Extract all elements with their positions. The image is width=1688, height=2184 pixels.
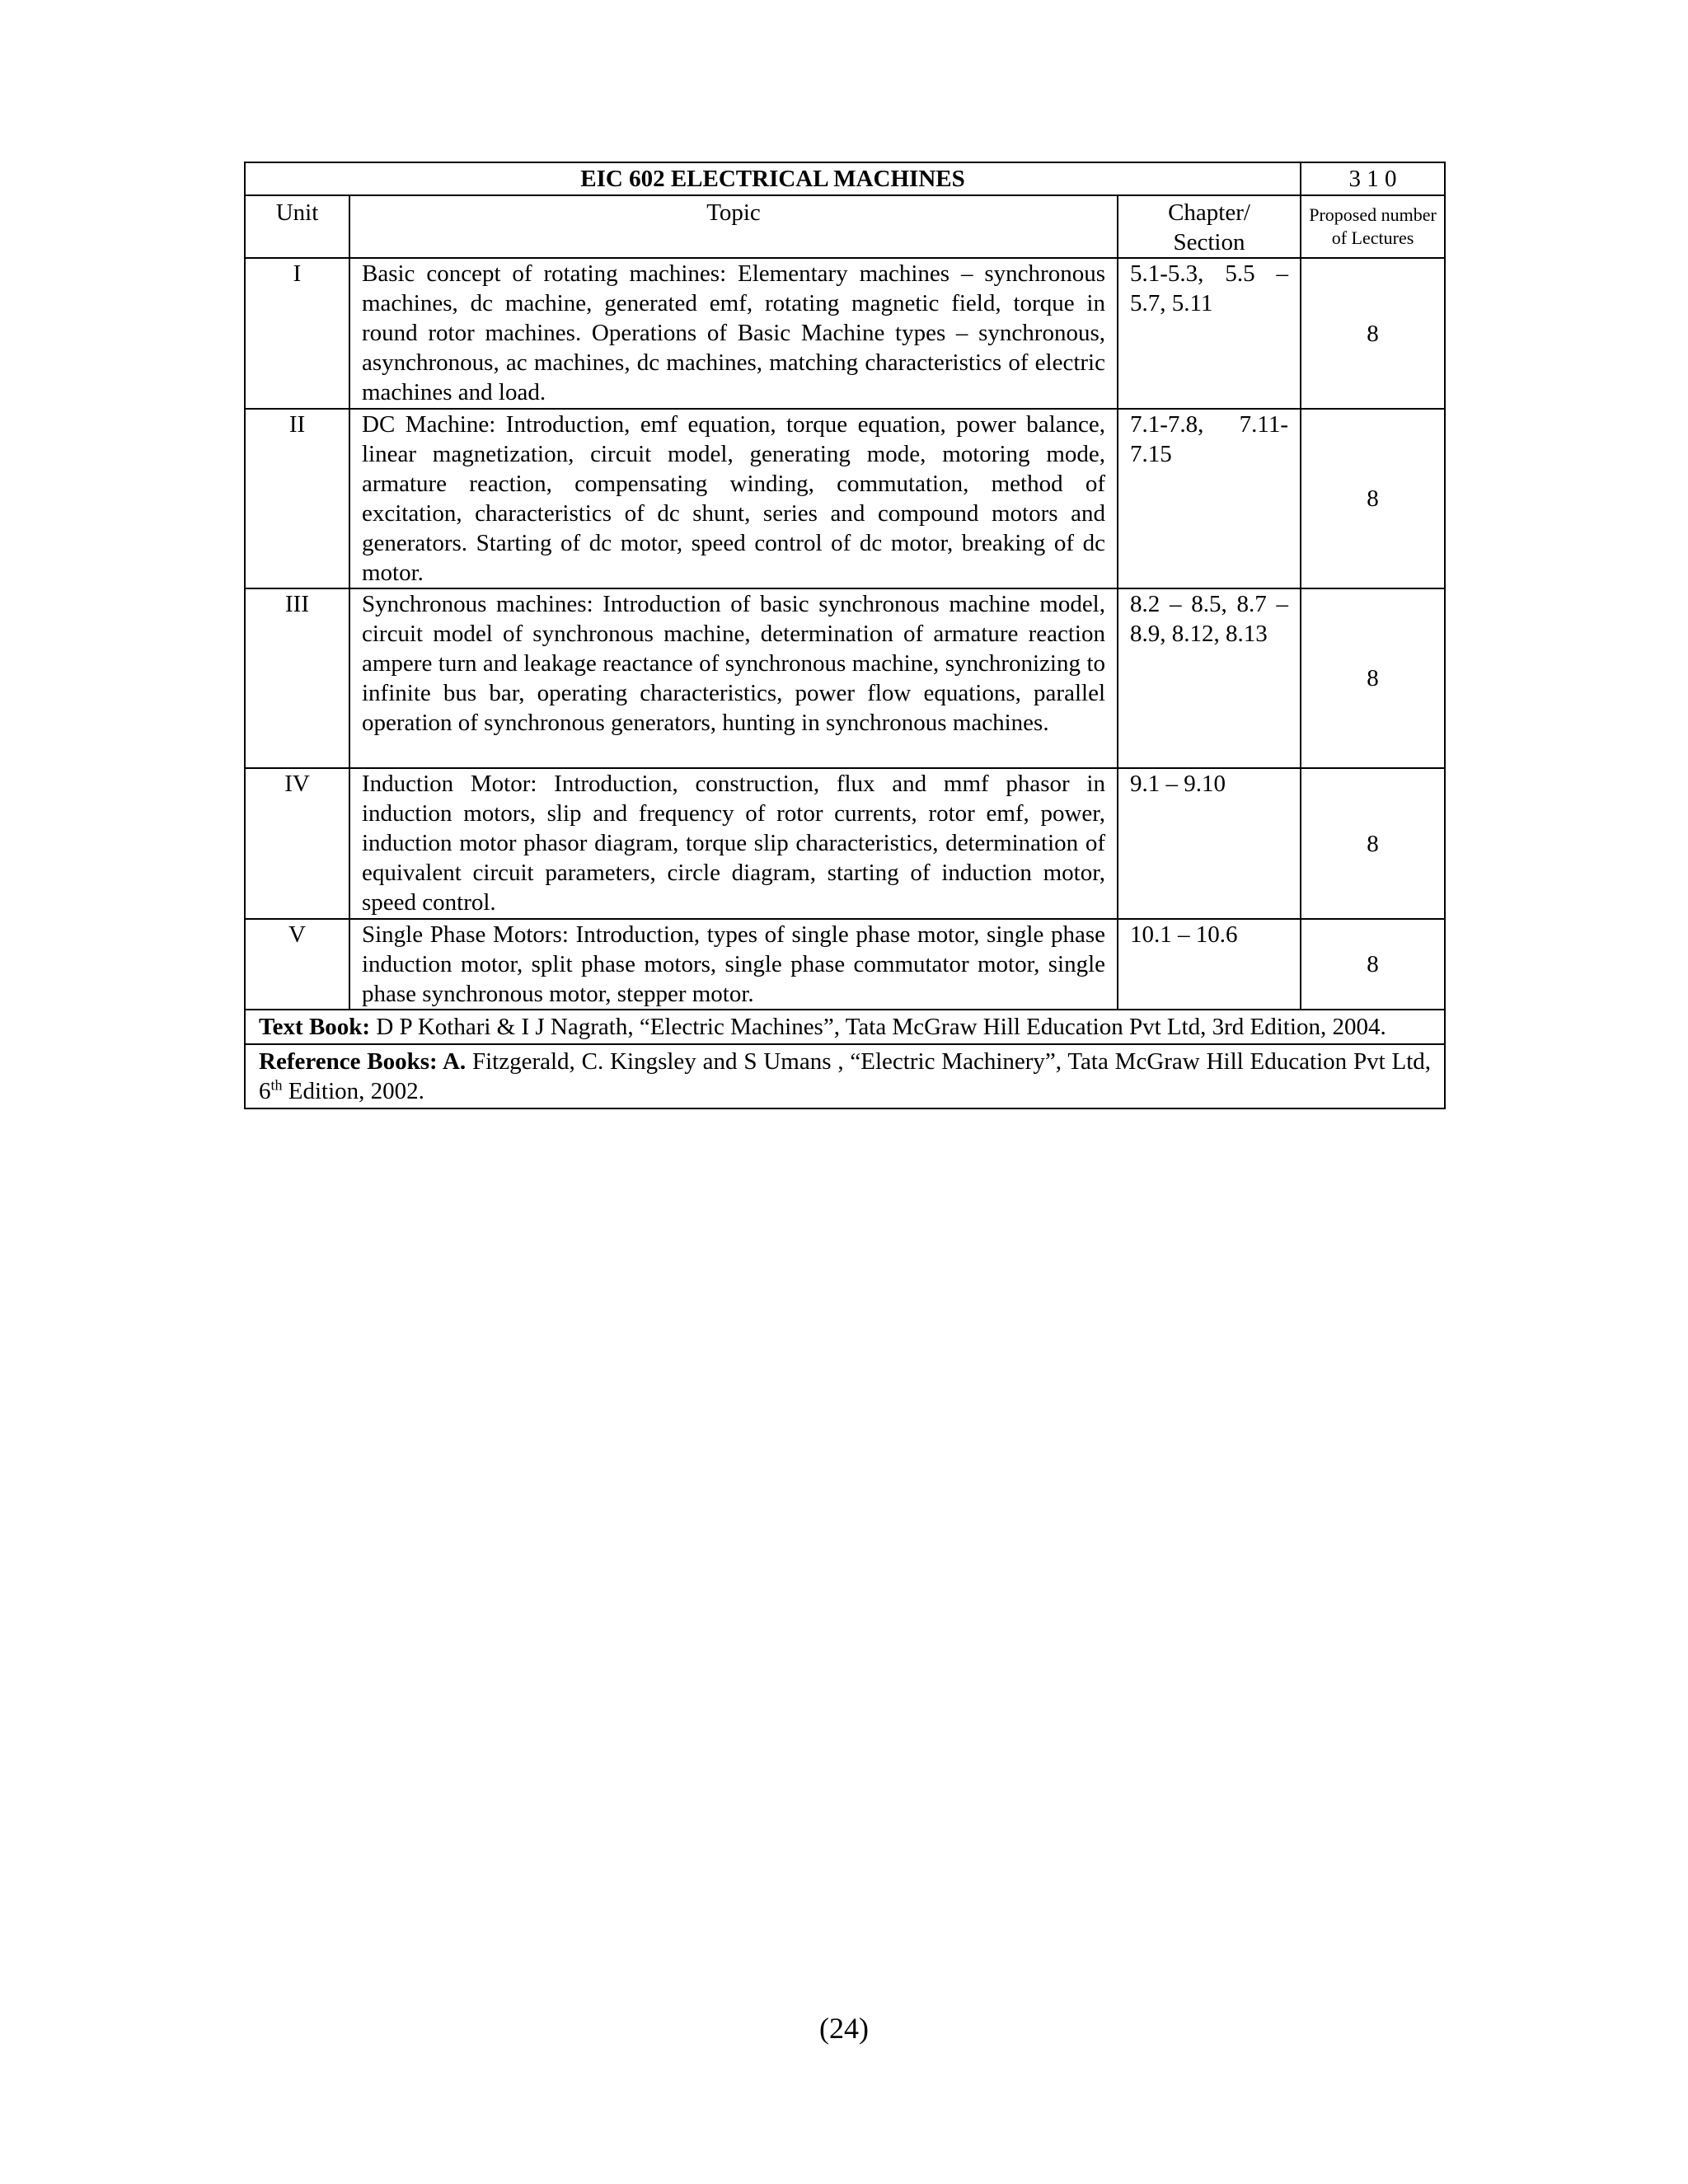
unit-number: V [245,919,349,1010]
header-lectures: Proposed number of Lectures [1301,195,1445,258]
header-unit: Unit [245,195,349,258]
unit-lectures: 8 [1301,768,1445,919]
text-book-label: Text Book: [259,1014,371,1040]
header-topic: Topic [349,195,1118,258]
table-row [245,588,1445,768]
unit-number: III [245,588,349,768]
table-row [245,409,1445,588]
unit-chapter: 10.1 – 10.6 [1118,919,1301,1010]
reference-books-row [245,1044,1445,1108]
unit-lectures: 8 [1301,919,1445,1010]
unit-number: II [245,409,349,588]
course-title-row [245,162,1445,195]
course-credits: 3 1 0 [1301,162,1445,195]
unit-lectures: 8 [1301,409,1445,588]
header-chapter: Chapter/ Section [1118,195,1301,258]
unit-number: I [245,258,349,409]
unit-topic: Basic concept of rotating machines: Elementary machines – synchronous machines, dc machine, generated emf, rotating magnetic field, torque in round rotor machines. Operations of Basic Machine types – synchronous, asynchronous, ac machines, dc machines, matching characteristics of electric machines and load. [349,258,1118,409]
table-row [245,768,1445,919]
course-title: EIC 602 ELECTRICAL MACHINES [245,162,1301,195]
syllabus-table [244,162,1446,1109]
table-row [245,258,1445,409]
unit-topic: DC Machine: Introduction, emf equation, torque equation, power balance, linear magnetization, circuit model, generating mode, motoring mode, armature reaction, compensating winding, commutation, method of excitation, characteristics of dc shunt, series and compound motors and generators. Starting of dc motor, speed control of dc motor, breaking of dc motor. [349,409,1118,588]
unit-lectures: 8 [1301,258,1445,409]
unit-chapter: 7.1-7.8, 7.11- 7.15 [1118,409,1301,588]
page-number: (24) [819,2012,869,2045]
unit-topic: Single Phase Motors: Introduction, types of single phase motor, single phase induction motor, split phase motors, single phase commutator motor, single phase synchronous motor, stepper motor. [349,919,1118,1010]
unit-number: IV [245,768,349,919]
reference-text-end: Edition, 2002. [282,1078,424,1104]
text-book-row [245,1010,1445,1044]
text-book [245,1010,1445,1044]
reference-books-label: Reference Books: [259,1048,438,1075]
unit-lectures: 8 [1301,588,1445,768]
reference-text: Fitzgerald, C. Kingsley and S Umans , “Electric Machinery”, Tata McGraw Hill Education Pvt Ltd, 6 [259,1048,1432,1104]
unit-topic: Induction Motor: Introduction, construction, flux and mmf phasor in induction motors, slip and frequency of rotor currents, rotor emf, power, induction motor phasor diagram, torque slip characteristics, determination of equivalent circuit parameters, circle diagram, starting of induction motor, speed control. [349,768,1118,919]
unit-topic: Synchronous machines: Introduction of basic synchronous machine model, circuit model of synchronous machine, determination of armature reaction ampere turn and leakage reactance of synchronous machine, synchronizing to infinite bus bar, operating characteristics, power flow equations, parallel operation of synchronous generators, hunting in synchronous machines. [349,588,1118,768]
table-header-row [245,195,1445,258]
table-row [245,919,1445,1010]
reference-books [245,1044,1445,1108]
reference-edition-suffix: th [270,1076,283,1094]
text-book-text: D P Kothari & I J Nagrath, “Electric Machines”, Tata McGraw Hill Education Pvt Ltd, 3rd Edition, 2004. [370,1014,1386,1040]
unit-chapter: 9.1 – 9.10 [1118,768,1301,919]
reference-item-label: A. [437,1048,467,1075]
unit-chapter: 5.1-5.3, 5.5 – 5.7, 5.11 [1118,258,1301,409]
unit-chapter: 8.2 – 8.5, 8.7 – 8.9, 8.12, 8.13 [1118,588,1301,768]
